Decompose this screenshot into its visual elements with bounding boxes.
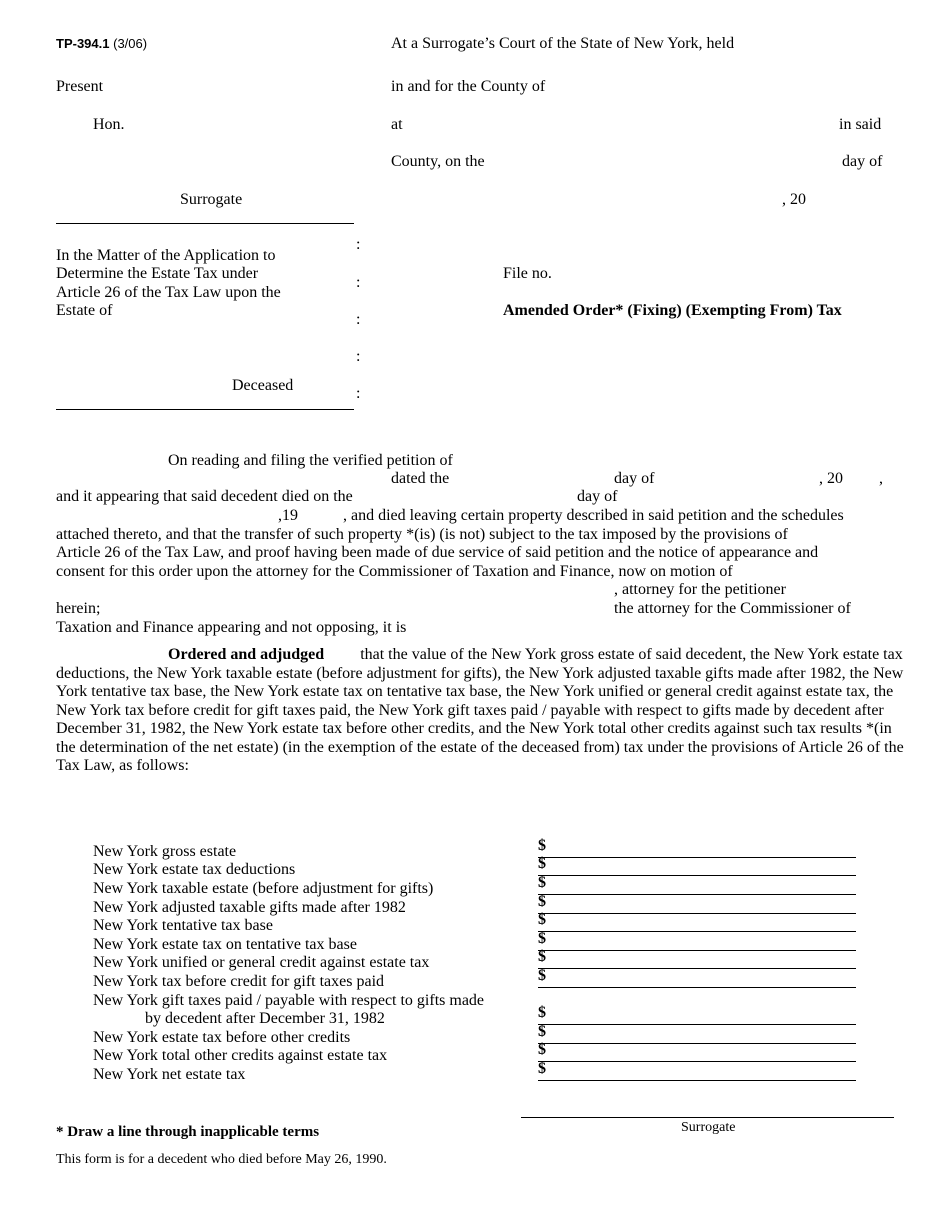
- dollar-sign: $: [538, 837, 546, 854]
- form-id: TP-394.1: [56, 36, 110, 51]
- schedule-row-label: New York estate tax deductions: [93, 861, 296, 878]
- schedule-row-label: New York tentative tax base: [93, 917, 273, 934]
- recital-line-8: , attorney for the petitioner: [614, 581, 786, 598]
- recital-comma: ,: [879, 470, 883, 487]
- amount-field-tax-before-gift-credit[interactable]: [538, 967, 856, 988]
- schedule-row-label: New York adjusted taxable gifts made after 1982: [93, 899, 406, 916]
- court-county-on-the: County, on the: [391, 153, 485, 170]
- recital-line-10: Taxation and Finance appearing and not opposing, it is: [56, 619, 407, 636]
- dollar-sign: $: [538, 1060, 546, 1077]
- caption-colon: :: [356, 236, 361, 253]
- schedule-row-label: New York unified or general credit against estate tax: [93, 954, 430, 971]
- amount-field-tax-before-other-credits[interactable]: [538, 1023, 856, 1044]
- amount-field-tentative-base[interactable]: [538, 911, 856, 932]
- ordered-text: that the value of the New York gross estate of said decedent, the New York estate tax deductions, the New York taxable estate (before adjustment for gifts), the New York adjusted taxable gifts made after 1982, the New York tentative tax base, the New York estate tax on tentative tax base, the New York unified or general credit against estate tax, the New York tax before credit for gift taxes paid, the New York gift taxes paid / payable with respect to gifts made by decedent after December 31, 1982, the New York estate tax before other credits, and the New York total other credits against such tax results *(in the determination of the net estate) (in the exemption of the estate of the deceased from) tax under the provisions of Article 26 of the Tax Law, as follows:: [56, 646, 904, 774]
- recital-line-5: attached thereto, and that the transfer of such property *(is) (is not) subject to the tax imposed by the provisions of: [56, 526, 788, 543]
- matter-line-2: Determine the Estate Tax under: [56, 265, 259, 282]
- dollar-sign: $: [538, 1041, 546, 1058]
- recital-day-of: day of: [614, 470, 655, 487]
- form-date: (3/06): [113, 36, 148, 51]
- court-at: at: [391, 116, 403, 133]
- amount-field-unified-credit[interactable]: [538, 948, 856, 969]
- caption-bottom-rule: [56, 409, 354, 410]
- recital-year-20: , 20: [819, 470, 843, 487]
- recital-herein: herein;: [56, 600, 101, 617]
- schedule-row-label: New York tax before credit for gift taxes paid: [93, 973, 385, 990]
- ordered-paragraph: [56, 646, 904, 776]
- recital-line-3b: day of: [577, 488, 618, 505]
- dollar-sign: $: [538, 874, 546, 891]
- schedule-row-label: New York estate tax on tentative tax base: [93, 936, 357, 953]
- present-label: Present: [56, 78, 104, 95]
- schedule-row-label: New York net estate tax: [93, 1066, 246, 1083]
- surrogate-signature-label: Surrogate: [681, 1120, 736, 1135]
- recital-line-6: Article 26 of the Tax Law, and proof having been made of due service of said petition and the notice of appearance and: [56, 544, 819, 561]
- amount-field-gross-estate[interactable]: [538, 837, 856, 858]
- ordered-adjudged-heading: Ordered and adjudged: [168, 646, 325, 663]
- form-id-line: [56, 35, 147, 53]
- amount-field-gift-taxes-paid[interactable]: [538, 1004, 856, 1025]
- dollar-sign: $: [538, 1004, 546, 1021]
- caption-colon: :: [356, 274, 361, 291]
- order-title: Amended Order* (Fixing) (Exempting From) Tax: [503, 302, 842, 319]
- recital-line-1: On reading and filing the verified petition of: [168, 452, 453, 469]
- recital-line-7: consent for this order upon the attorney for the Commissioner of Taxation and Finance, now on motion of: [56, 563, 733, 580]
- dollar-sign: $: [538, 930, 546, 947]
- schedule-row-label-continued: by decedent after December 31, 1982: [145, 1010, 385, 1027]
- surrogate-label: Surrogate: [180, 191, 243, 208]
- dollar-sign: $: [538, 967, 546, 984]
- deceased-label: Deceased: [232, 377, 294, 394]
- recital-year-19: ,19: [278, 507, 298, 524]
- dollar-sign: $: [538, 855, 546, 872]
- caption-colon: :: [356, 385, 361, 402]
- schedule-row-label: New York gross estate: [93, 843, 237, 860]
- hon-label: Hon.: [93, 116, 125, 133]
- matter-line-4: Estate of: [56, 302, 113, 319]
- caption-colon: :: [356, 348, 361, 365]
- amount-field-net-estate-tax[interactable]: [538, 1060, 856, 1081]
- file-no-label: File no.: [503, 265, 552, 282]
- schedule-row-label: New York total other credits against estate tax: [93, 1047, 388, 1064]
- surrogate-signature-line[interactable]: [521, 1117, 894, 1118]
- amount-field-adjusted-gifts[interactable]: [538, 893, 856, 914]
- form-applicability-note: This form is for a decedent who died before May 26, 1990.: [56, 1152, 387, 1167]
- dollar-sign: $: [538, 1023, 546, 1040]
- court-line-2: in and for the County of: [391, 78, 546, 95]
- court-in-said: in said: [839, 116, 882, 133]
- matter-line-1: In the Matter of the Application to: [56, 247, 276, 264]
- dollar-sign: $: [538, 893, 546, 910]
- amount-field-tax-on-base[interactable]: [538, 930, 856, 951]
- amount-field-taxable-estate[interactable]: [538, 874, 856, 895]
- schedule-row-label: New York taxable estate (before adjustment for gifts): [93, 880, 434, 897]
- schedule-row-label: New York gift taxes paid / payable with respect to gifts made: [93, 992, 485, 1009]
- schedule-row-label: New York estate tax before other credits: [93, 1029, 351, 1046]
- recital-line-4: , and died leaving certain property described in said petition and the schedules: [343, 507, 844, 524]
- matter-line-3: Article 26 of the Tax Law upon the: [56, 284, 281, 301]
- recital-dated-the: dated the: [391, 470, 450, 487]
- court-day-of: day of: [842, 153, 883, 170]
- caption-top-rule: [56, 223, 354, 224]
- recital-line-9b: the attorney for the Commissioner of: [614, 600, 851, 617]
- recital-line-3a: and it appearing that said decedent died on the: [56, 488, 353, 505]
- court-year: , 20: [782, 191, 806, 208]
- amount-field-other-credits[interactable]: [538, 1041, 856, 1062]
- caption-colon: :: [356, 311, 361, 328]
- dollar-sign: $: [538, 948, 546, 965]
- dollar-sign: $: [538, 911, 546, 928]
- inapplicable-terms-note: * Draw a line through inapplicable terms: [56, 1124, 320, 1140]
- amount-field-tax-deductions[interactable]: [538, 855, 856, 876]
- court-line-1: At a Surrogate’s Court of the State of New York, held: [391, 35, 735, 52]
